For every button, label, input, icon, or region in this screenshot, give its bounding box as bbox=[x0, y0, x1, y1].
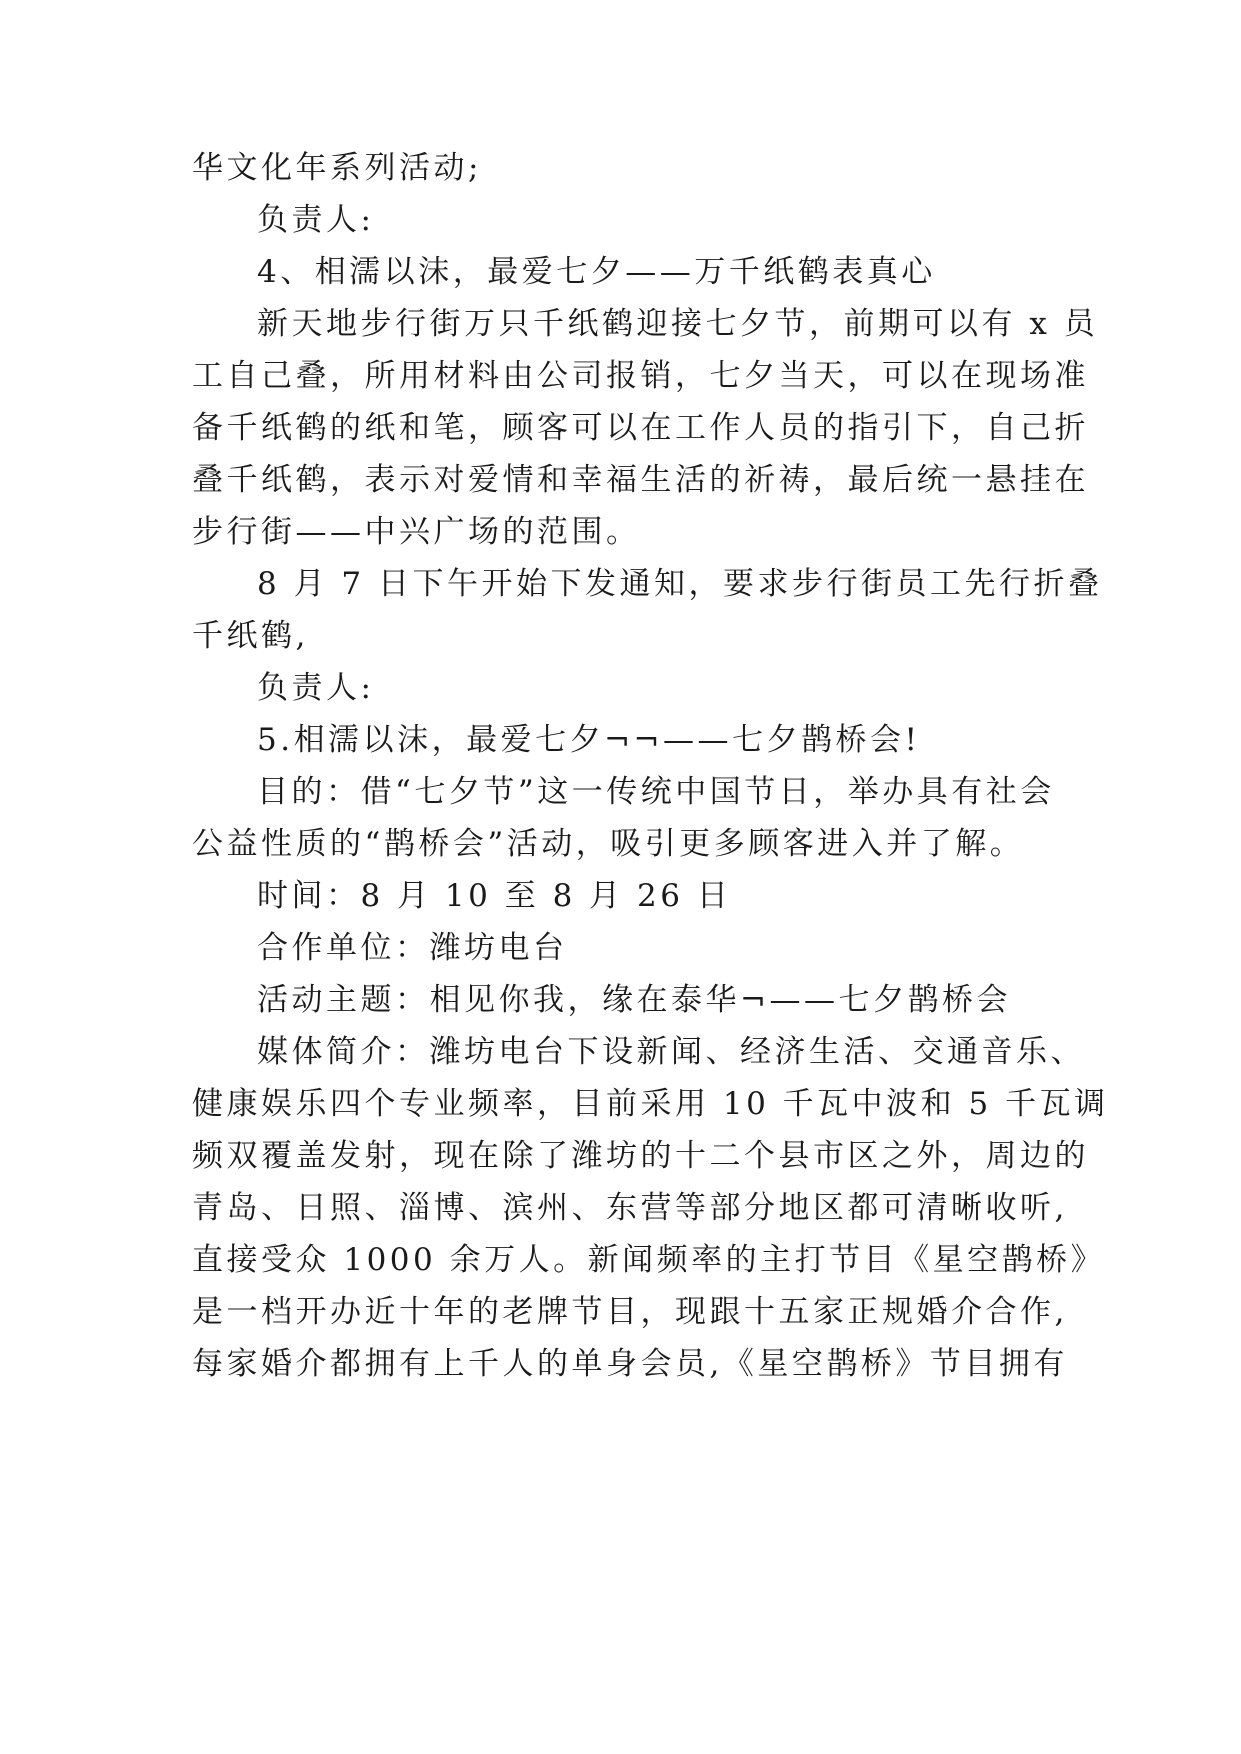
text-line: 时间：8 月 10 至 8 月 26 日 bbox=[257, 878, 732, 914]
text-line: 工自己叠，所用材料由公司报销，七夕当天，可以在现场准 bbox=[192, 358, 1089, 394]
text-line: 步行街——中兴广场的范围。 bbox=[192, 514, 641, 550]
text-line: 合作单位：潍坊电台 bbox=[257, 930, 568, 966]
text-line: 千纸鹤, bbox=[192, 618, 309, 654]
text-line: 叠千纸鹤，表示对爱情和幸福生活的祈祷，最后统一悬挂在 bbox=[192, 462, 1089, 498]
text-line: 媒体简介：潍坊电台下设新闻、经济生活、交通音乐、 bbox=[257, 1034, 1085, 1070]
text-line: 活动主题：相见你我，缘在泰华¬——七夕鹊桥会 bbox=[257, 982, 1011, 1018]
text-line: 备千纸鹤的纸和笔，顾客可以在工作人员的指引下，自己折 bbox=[192, 410, 1089, 446]
text-line: 青岛、日照、淄博、滨州、东营等部分地区都可清晰收听, bbox=[192, 1190, 1068, 1226]
text-line: 负责人: bbox=[257, 670, 375, 706]
text-line: 每家婚介都拥有上千人的单身会员,《星空鹊桥》节目拥有 bbox=[192, 1346, 1068, 1382]
heading-activity-5: 5.相濡以沫，最爱七夕¬¬——七夕鹊桥会! bbox=[257, 722, 921, 758]
text-line: 频双覆盖发射，现在除了潍坊的十二个县市区之外，周边的 bbox=[192, 1138, 1089, 1174]
text-line: 8 月 7 日下午开始下发通知，要求步行街员工先行折叠 bbox=[257, 566, 1103, 602]
text-line: 公益性质的“鹊桥会”活动，吸引更多顾客进入并了解。 bbox=[192, 826, 1025, 862]
text-line: 是一档开办近十年的老牌节目，现跟十五家正规婚介合作, bbox=[192, 1294, 1068, 1330]
heading-activity-4: 4、相濡以沫，最爱七夕——万千纸鹤表真心 bbox=[257, 254, 936, 290]
text-line: 健康娱乐四个专业频率，目前采用 10 千瓦中波和 5 千瓦调 bbox=[192, 1086, 1109, 1122]
text-line: 负责人: bbox=[257, 202, 375, 238]
text-line: 直接受众 1000 余万人。新闻频率的主打节目《星空鹊桥》 bbox=[192, 1242, 1106, 1278]
text-line: 华文化年系列活动; bbox=[192, 150, 482, 186]
text-line: 新天地步行街万只千纸鹤迎接七夕节，前期可以有 x 员 bbox=[257, 306, 1099, 342]
text-line: 目的：借“七夕节”这一传统中国节日，举办具有社会 bbox=[257, 774, 1055, 810]
